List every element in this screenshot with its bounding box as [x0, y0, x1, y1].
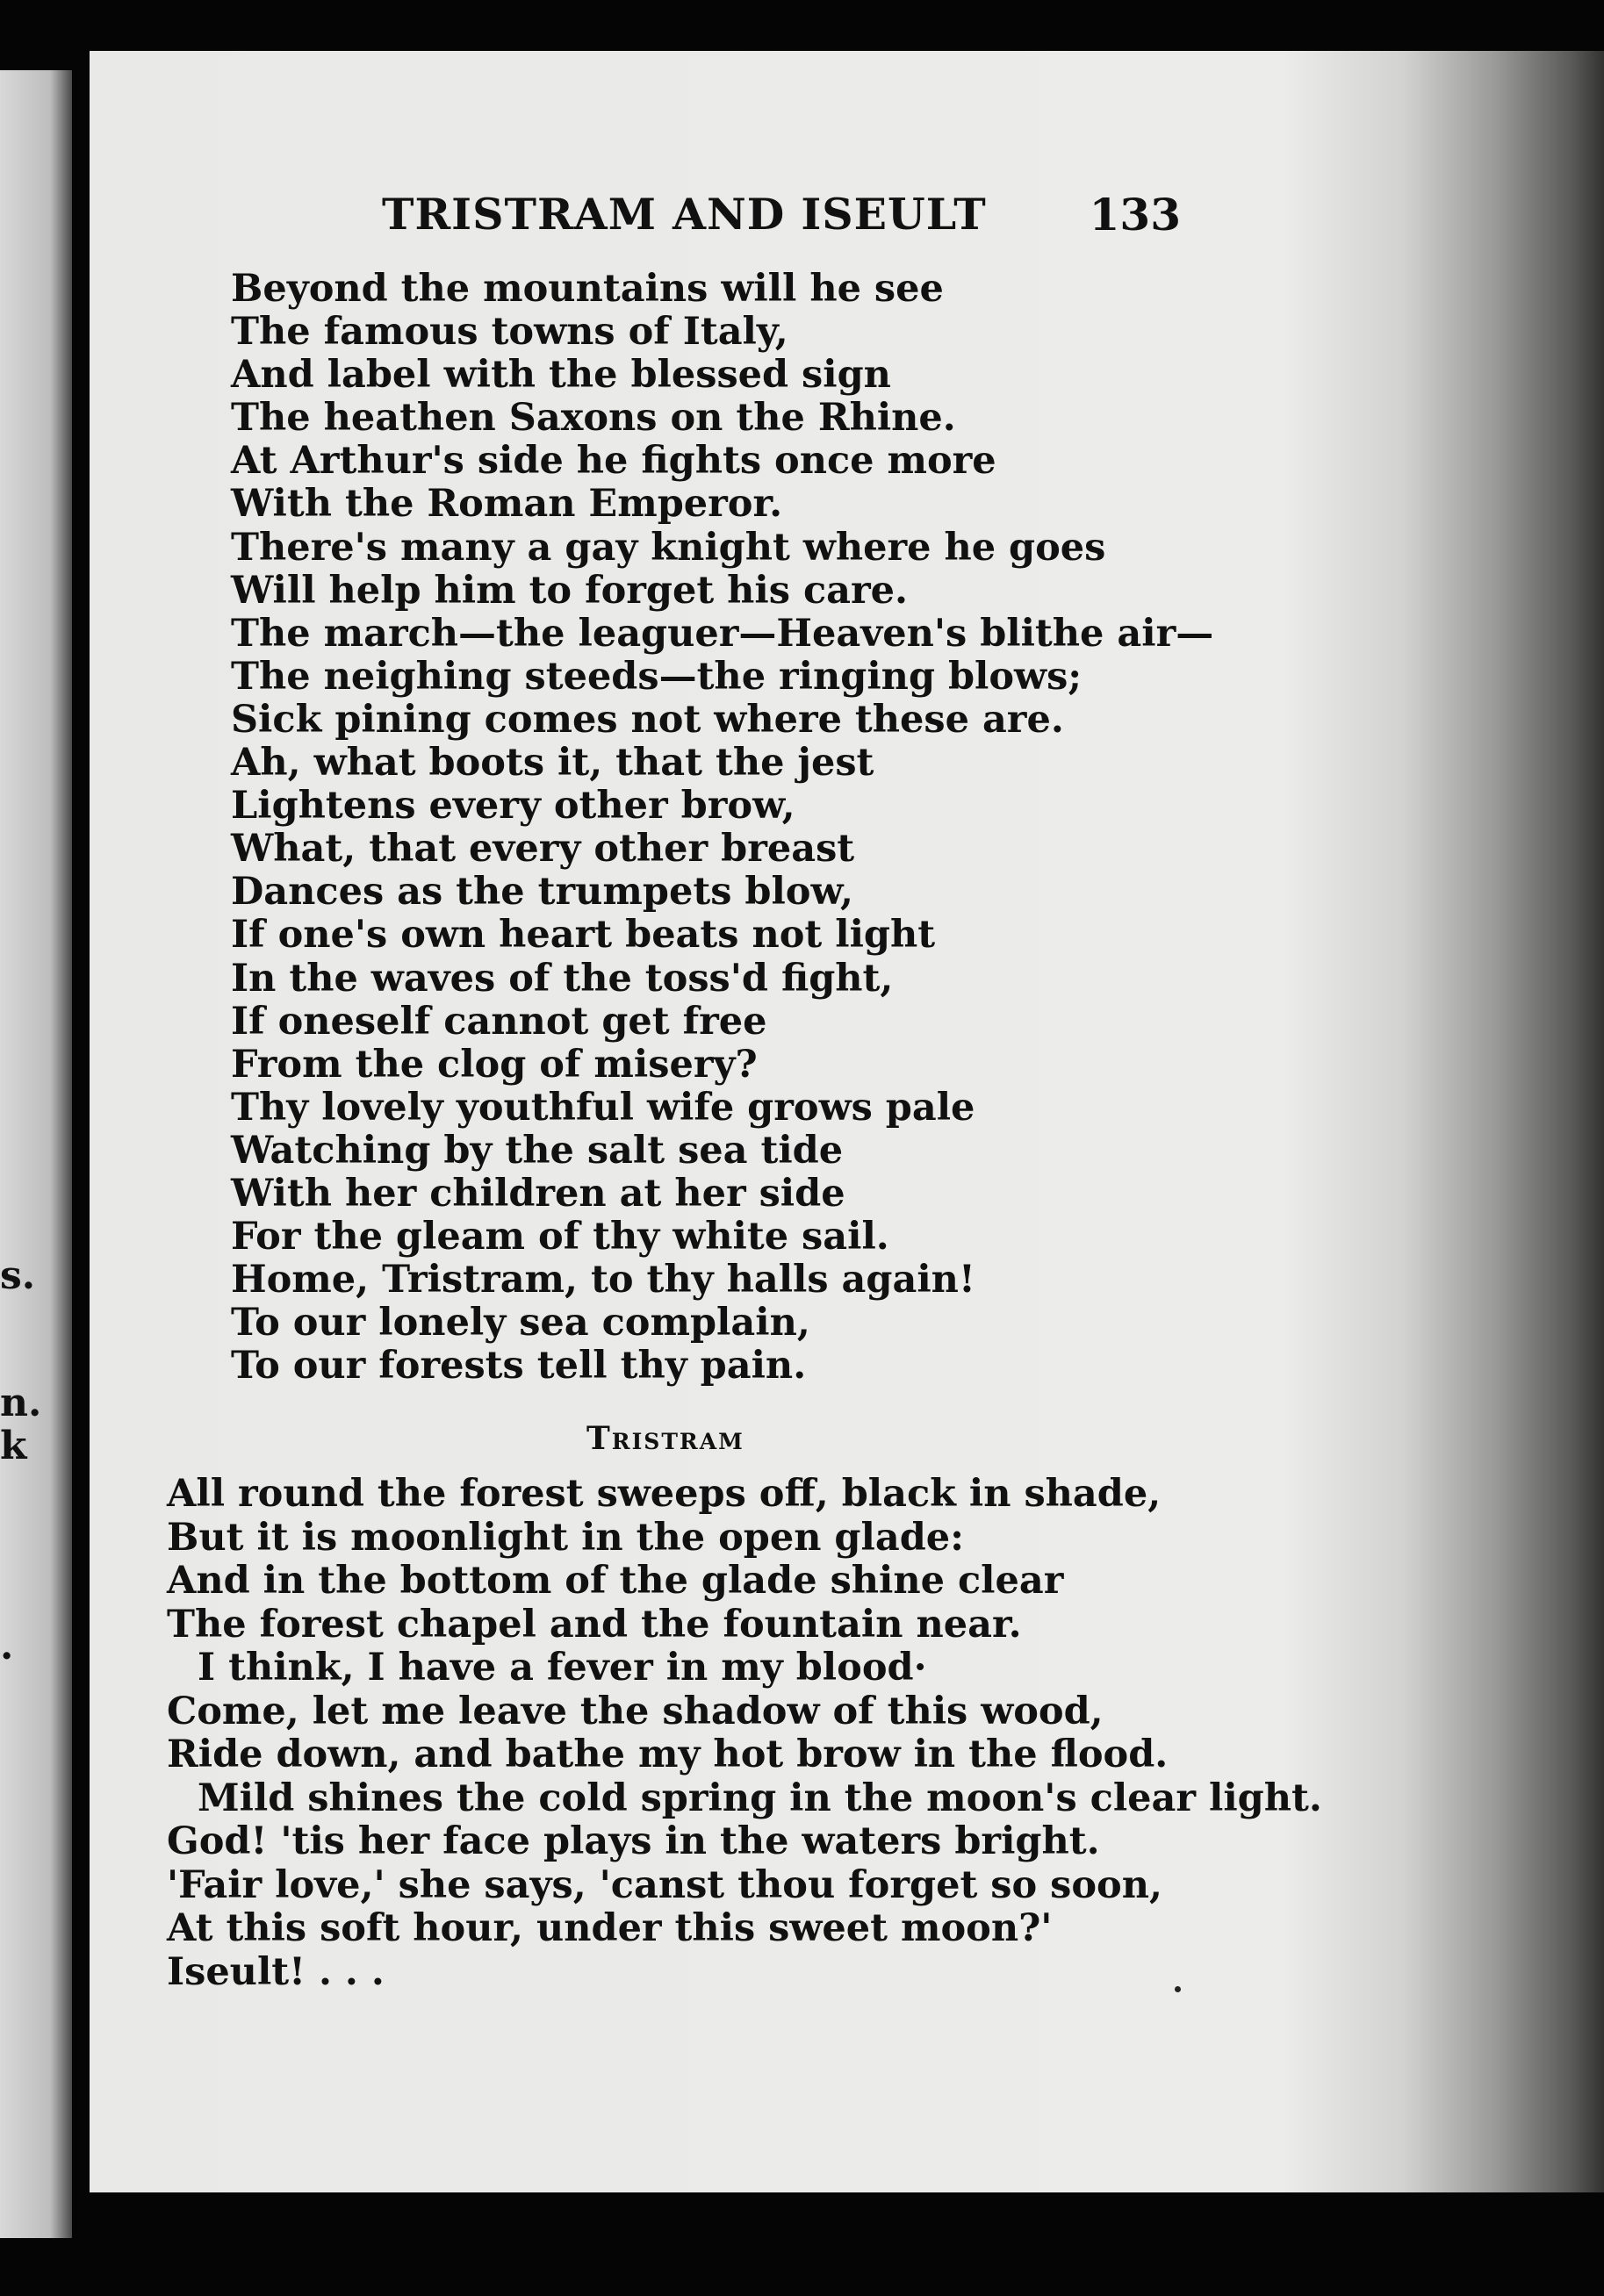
verse-line: Dances as the trumpets blow, [231, 870, 853, 915]
verse-line: For the gleam of thy white sail. [231, 1215, 889, 1259]
verse-line: And label with the blessed sign [231, 353, 891, 398]
verse-line: What, that every other breast [231, 827, 855, 872]
verse-line: With her children at her side [231, 1171, 845, 1216]
facing-page-fragment: n. [0, 1381, 42, 1425]
verse-line: The neighing steeds—the ringing blows; [231, 654, 1083, 699]
verse-line: Sick pining comes not where these are. [231, 697, 1064, 742]
verse-line: Will help him to forget his care. [231, 568, 908, 613]
verse-line: Iseult! . . . [167, 1949, 385, 1994]
verse-line: All round the forest sweeps off, black in shade, [167, 1472, 1162, 1516]
verse-line: In the waves of the toss'd fight, [231, 956, 894, 1001]
verse-line: The famous towns of Italy, [231, 310, 788, 355]
speaker-heading: Tristram [586, 1420, 744, 1457]
verse-line: God! 'tis her face plays in the waters bright. [167, 1819, 1100, 1863]
verse-line: If oneself cannot get free [231, 999, 767, 1044]
verse-line: The heathen Saxons on the Rhine. [231, 396, 956, 441]
verse-line: If one's own heart beats not light [231, 913, 936, 958]
poem-stanza-1 [231, 268, 1213, 1388]
verse-line: Come, let me leave the shadow of this wood, [167, 1689, 1104, 1733]
facing-page-fragment: . [0, 1624, 14, 1668]
verse-line: Lightens every other brow, [231, 784, 795, 829]
page-number: 133 [1089, 189, 1181, 240]
verse-line: Thy lovely youthful wife grows pale [231, 1085, 975, 1130]
facing-page-edge [0, 70, 72, 2238]
facing-page-fragment: k [0, 1424, 27, 1468]
verse-line: At Arthur's side he fights once more [231, 439, 996, 484]
verse-line: Mild shines the cold spring in the moon's clear light. [198, 1776, 1322, 1820]
running-title: TRISTRAM AND ISEULT [382, 189, 987, 240]
verse-line: 'Fair love,' she says, 'canst thou forget so soon, [167, 1862, 1162, 1907]
verse-line: The forest chapel and the fountain near. [167, 1602, 1022, 1647]
verse-line: To our lonely sea complain, [231, 1301, 810, 1345]
verse-line: The march—the leaguer—Heaven's blithe air— [231, 611, 1214, 656]
verse-line: To our forests tell thy pain. [231, 1344, 807, 1388]
poem-stanza-2 [167, 1473, 1322, 1994]
verse-line: I think, I have a fever in my blood· [198, 1646, 927, 1690]
verse-line: And in the bottom of the glade shine clear [167, 1559, 1064, 1603]
verse-line: But it is moonlight in the open glade: [167, 1515, 964, 1560]
verse-line: Watching by the salt sea tide [231, 1128, 844, 1173]
verse-line: Ah, what boots it, that the jest [231, 741, 874, 786]
facing-page-fragment: s. [0, 1253, 36, 1298]
verse-line: There's many a gay knight where he goes [231, 525, 1106, 570]
verse-line: With the Roman Emperor. [231, 482, 783, 527]
verse-line: Ride down, and bathe my hot brow in the flood. [167, 1733, 1169, 1776]
verse-line: Beyond the mountains will he see [231, 267, 944, 311]
verse-line: Home, Tristram, to thy halls again! [231, 1258, 975, 1302]
stray-mark [1175, 1986, 1181, 1992]
verse-line: At this soft hour, under this sweet moon?' [167, 1906, 1053, 1950]
verse-line: From the clog of misery? [231, 1042, 758, 1087]
page-header [294, 189, 1181, 241]
